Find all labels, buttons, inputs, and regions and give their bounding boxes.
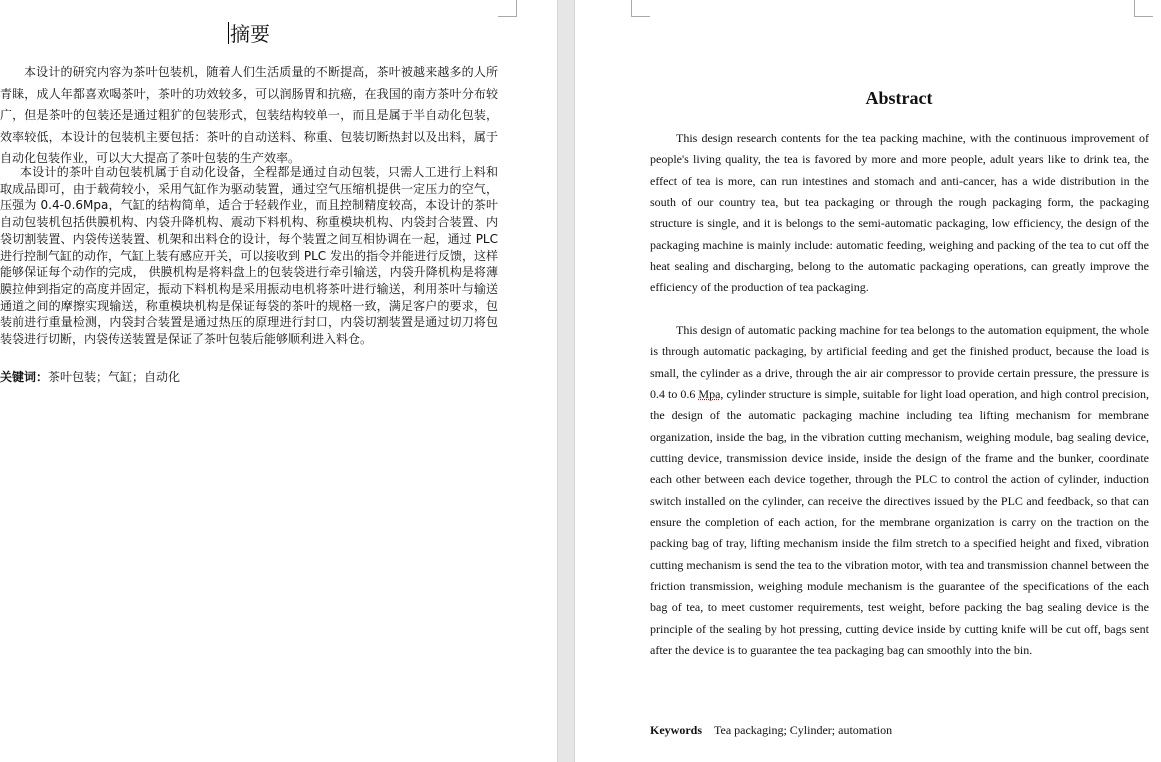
chinese-abstract-paragraph-2: 本设计的茶叶自动包装机属于自动化设备，全程都是通过自动包装，只需人工进行上料和取成品即可，由于载荷较小，采用气缸作为驱动装置，通过空气压缩机提供一定压力的空气，压强为 0.4-0.6Mpa，气缸的结构简单，适合于轻载作业，而且控制精度较高，本设计的茶叶自动包装机包括供膜机构、内袋升降机构、震动下料机构、称重模块机构、内袋封合装置、内袋切割装置、内袋传送装置、机架和出料仓的设计，每个装置之间互相协调在一起，通过 PLC 进行控制气缸的动作，气缸上装有感应开关，可以接收到 PLC 发出的指令并能进行反馈，这样能够保证每个动作的完成， 供膜机构是将料盘上的包装袋进行牵引输送，内袋升降机构是将薄膜拉伸到指定的高度并固定，振动下料机构是采用振动电机将茶叶进行输送，利用茶叶与输送通道之间的摩擦实现输送，称重模块机构是保证每袋的茶叶的规格一致，满足客户的要求，包装前进行重量检测，内袋封合装置是通过热压的原理进行封口，内袋切割装置是通过切刀将包装袋进行切断，内袋传送装置是保证了茶叶包装后能够顺利进入料仓。: [0, 165, 498, 347]
chinese-abstract-title: [228, 20, 270, 48]
page-corner-marker: [498, 0, 517, 17]
chinese-abstract-title-text: 摘要: [230, 22, 270, 46]
chinese-keywords-label: 关键词：: [0, 370, 49, 384]
page-corner-marker: [631, 0, 650, 17]
english-abstract-paragraph-2: [650, 320, 1149, 662]
english-abstract-title: Abstract: [865, 88, 933, 108]
chinese-abstract-paragraph-1: 本设计的研究内容为茶叶包装机，随着人们生活质量的不断提高，茶叶被越来越多的人所青睐，成人年都喜欢喝茶叶，茶叶的功效较多，可以润肠胃和抗癌，在我国的南方茶叶分布较广，但是茶叶的包装还是通过粗犷的包装形式，包装结构较单一，而且是属于半自动化包装，效率较低，本设计的包装机主要包括：茶叶的自动送料、称重、包装切断热封以及出料，属于自动化包装作业，可以大大提高了茶叶包装的生产效率。: [0, 65, 498, 165]
english-keywords-text: Tea packaging; Cylinder; automation: [714, 723, 893, 737]
english-paragraph-2-text-rest: , cylinder structure is simple, suitable for light load operation, and high control precision, the design of the automatic packaging machine including tea lifting mechanism for membrane organization, inside the bag, in the vibration cutting mechanism, weighing module, bag sealing device, cutting device, transmission device inside, inside the design of the frame and the bunker, coordinate each other between each device together, through the PLC to control the action of cylinder, induction switch installed on the cylinder, can receive the directives issued by the PLC and feedback, so that can ensure the completion of each action, for the membrane organization is carry on the traction on the packing bag of tray, lifting mechanism inside the film stretch to a specified height and fixed, vibration cutting mechanism is send the tea to the vibration motor, with tea and transmission channel between the friction transmission, weighing module mechanism is the guarantee of the specifications of the each bag of tea, to meet customer requirements, test weight, before packing the bag sealing device is the principle of the sealing by hot pressing, cutting device inside by cutting knife will be cut off, bags sent after the device is to guarantee the tea packaging bag can smoothly into the bin.: [650, 387, 1149, 658]
page-corner-marker: [1134, 0, 1153, 17]
text-cursor: [228, 22, 229, 44]
english-keywords: [650, 720, 1149, 740]
chinese-keywords: [0, 368, 498, 386]
chinese-keywords-text: 茶叶包装；气缸；自动化: [48, 370, 181, 384]
spellcheck-flagged-word[interactable]: Mpa: [698, 387, 721, 402]
page-gutter: [557, 0, 575, 762]
english-keywords-label: Keywords: [650, 723, 702, 737]
english-abstract-paragraph-1: This design research contents for the tea packing machine, with the continuous improvement of people's living quality, the tea is favored by more and more people, adult years like to drink tea, the effect of tea is more, can run intestines and stomach and anti-cancer, has a wide distribution in the south of our country tea, but tea packaging or through the rough packaging form, the packaging structure is single, and it is belongs to the semi-automatic packaging, low efficiency, the design of the packaging machine is mainly include: automatic feeding, weighing and packing of the tea to cut off the heat sealing and discharging, belong to the automatic packaging operations, can greatly improve the efficiency of the production of tea packaging.: [650, 131, 1149, 295]
english-paragraph-2-text: This design of automatic packing machine for tea belongs to the automation equipment, the whole is through automatic packaging, by artificial feeding and get the finished product, because the load is small, the cylinder as a drive, through the air air compressor to provide certain pressure, the pressure is 0.4 to 0.6: [650, 323, 1149, 402]
